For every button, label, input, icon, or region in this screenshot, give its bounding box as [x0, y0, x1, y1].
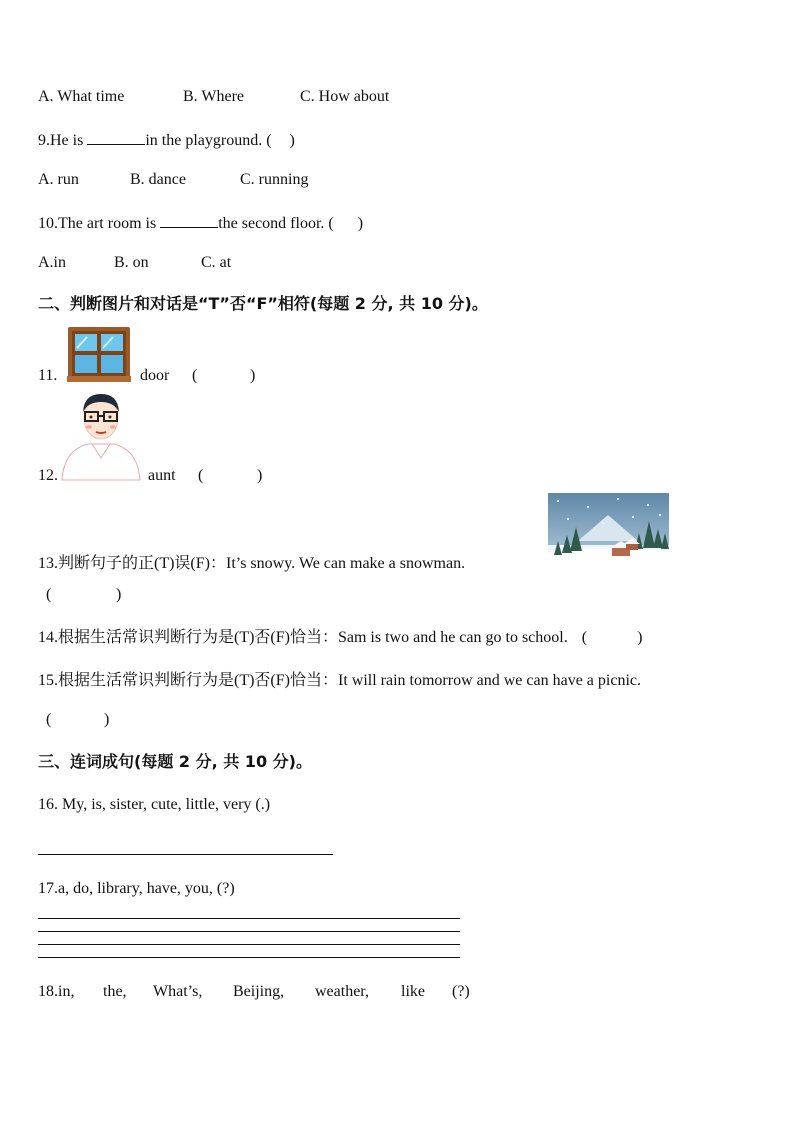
q8-option-a: A. What time	[38, 88, 125, 105]
q12-paren-open: (	[198, 467, 204, 484]
q18-word-7: (?)	[452, 983, 470, 1000]
q18-word-6: like	[401, 983, 425, 1000]
q13-paren-open: (	[46, 586, 52, 603]
q18-word-3: What’s,	[153, 983, 203, 1000]
q11-word: door	[140, 367, 170, 384]
q8-option-c: C. How about	[300, 88, 390, 105]
question-10	[38, 213, 363, 234]
q10-option-a: A.in	[38, 254, 66, 271]
q18-word-2: the,	[103, 983, 127, 1000]
q14-paren-close: )	[637, 629, 643, 646]
q13-paren-close: )	[116, 586, 122, 603]
q16-answer-line	[38, 854, 333, 855]
q9-option-b: B. dance	[130, 171, 186, 188]
q9-paren-close: )	[289, 132, 295, 149]
q10-text-after: the second floor. (	[218, 215, 334, 232]
window-icon	[67, 326, 131, 387]
q18-word-5: weather,	[315, 983, 369, 1000]
question-16: 16. My, is, sister, cute, little, very (.)	[38, 796, 271, 813]
q11-paren-close: )	[250, 367, 256, 384]
q12-paren-close: )	[257, 467, 263, 484]
q17-answer-line-3	[38, 944, 460, 945]
question-9	[38, 130, 295, 151]
q9-option-a: A. run	[38, 171, 79, 188]
q9-text-before: 9.He is	[38, 132, 88, 149]
man-with-glasses-icon	[60, 388, 142, 489]
q17-answer-line-4	[38, 957, 460, 958]
q10-text-before: 10.The art room is	[38, 215, 161, 232]
q11-paren-open: (	[192, 367, 198, 384]
q10-option-c: C. at	[201, 254, 232, 271]
q14-paren-open: (	[581, 629, 588, 646]
q8-option-b: B. Where	[183, 88, 245, 105]
q12-word: aunt	[148, 467, 176, 484]
q12-number: 12.	[38, 467, 58, 484]
q17-answer-line-1	[38, 918, 460, 919]
snowy-village-image	[548, 493, 669, 575]
q9-option-c: C. running	[240, 171, 309, 188]
q10-paren-close: )	[357, 215, 364, 232]
q11-number: 11.	[38, 367, 58, 384]
q15-paren-close: )	[104, 711, 110, 728]
q9-text-after: in the playground. (	[145, 132, 272, 149]
q18-word-4: Beijing,	[233, 983, 285, 1000]
section-3-title: 三、连词成句(每题 2 分, 共 10 分)。	[38, 752, 312, 771]
question-17: 17.a, do, library, have, you, (?)	[38, 880, 235, 897]
q9-blank	[87, 130, 145, 145]
section-2-title: 二、判断图片和对话是“T”否“F”相符(每题 2 分, 共 10 分)。	[38, 294, 488, 313]
q15-paren-open: (	[46, 711, 52, 728]
q10-blank	[160, 213, 218, 228]
question-15: 15.根据生活常识判断行为是(T)否(F)恰当：It will rain tomorrow and we can have a picnic.	[38, 672, 641, 689]
q14-text: 14.根据生活常识判断行为是(T)否(F)恰当：Sam is two and he can go to school.	[38, 629, 568, 646]
question-13: 13.判断句子的正(T)误(F)：It’s snowy. We can make a snowman.	[38, 555, 466, 572]
q18-word-1: 18.in,	[38, 983, 75, 1000]
question-14	[38, 628, 642, 648]
q10-option-b: B. on	[114, 254, 149, 271]
q17-answer-line-2	[38, 931, 460, 932]
